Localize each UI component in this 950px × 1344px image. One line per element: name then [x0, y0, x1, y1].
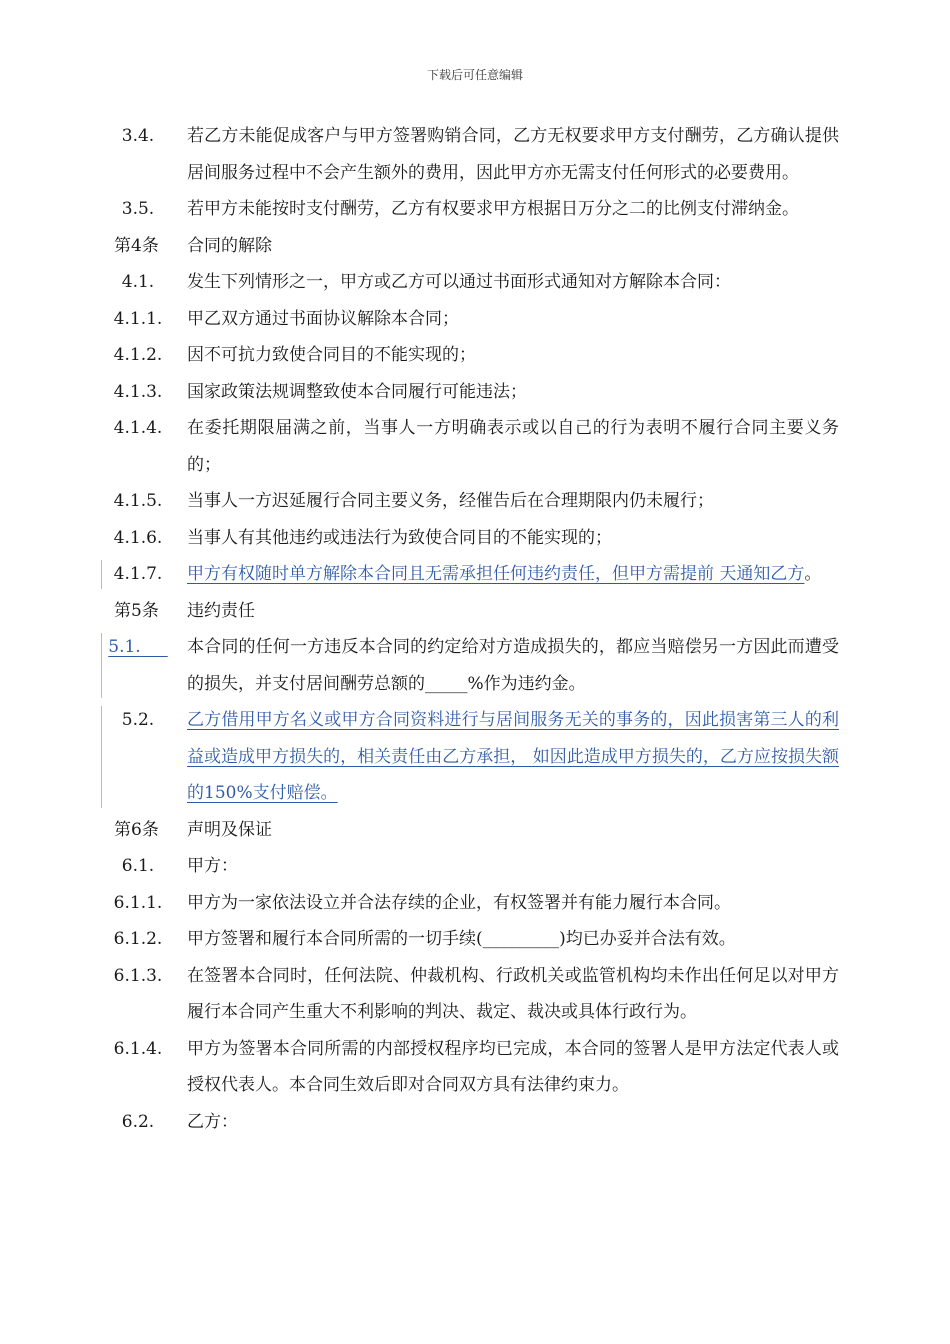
page-header: 下载后可任意编辑 — [426, 68, 523, 82]
clause-text: 当事人有其他违约或违法行为致使合同目的不能实现的； — [187, 527, 612, 548]
clause-5-2 — [0, 702, 950, 812]
revision-bar — [101, 633, 102, 698]
contract-body — [0, 118, 950, 1140]
clause-6-1-3 — [0, 958, 950, 1031]
clause-3-4 — [0, 118, 950, 191]
clause-6-1-4 — [0, 1031, 950, 1104]
clause-4-1 — [0, 264, 950, 301]
revision-bar — [101, 706, 102, 808]
clause-text: 甲方为签署本合同所需的内部授权程序均已完成，本合同的签署人是甲方法定代表人或授权代表人。本合同生效后即对合同双方具有法律约束力。 — [187, 1038, 839, 1095]
clause-6-1-1 — [0, 885, 950, 922]
clause-number: 4.1.3. — [113, 381, 163, 402]
article-title: 违约责任 — [187, 600, 255, 621]
clause-number: 4.1.7. — [113, 564, 163, 584]
tracked-insertion: 甲方有权随时单方解除本合同且无需承担任何违约责任，但甲方需提前 天通知乙方 — [187, 564, 805, 584]
clause-4-1-3 — [0, 374, 950, 411]
clause-3-5 — [0, 191, 950, 228]
article-4-heading — [0, 228, 950, 265]
tracked-number: 5.1. — [108, 637, 141, 657]
clause-number: 5.2. — [121, 710, 155, 730]
clause-4-1-5 — [0, 483, 950, 520]
clause-5-1 — [0, 629, 950, 702]
clause-4-1-6 — [0, 520, 950, 557]
clause-number — [108, 629, 168, 666]
clause-number: 6.1.1. — [113, 892, 163, 913]
clause-text-tail: 。 — [804, 564, 822, 584]
clause-number: 6.1. — [121, 856, 155, 876]
tracked-insertion: 乙方借用甲方名义或甲方合同资料进行与居间服务无关的事务的，因此损害第三人的利益或造成甲方损失的，相关责任由乙方承担， 如因此造成甲方损失的，乙方应按损失额的150%支付赔偿。 — [187, 710, 839, 803]
clause-text: 甲乙双方通过书面协议解除本合同； — [187, 308, 459, 329]
clause-text: 本合同的任何一方违反本合同的约定给对方造成损失的，都应当赔偿另一方因此而遭受的损失，并支付居间酬劳总额的_____%作为违约金。 — [187, 637, 839, 694]
clause-6-1 — [0, 848, 950, 885]
clause-text: 甲方签署和履行本合同所需的一切手续(_________)均已办妥并合法有效。 — [187, 929, 736, 949]
clause-number: 3.5. — [121, 199, 155, 219]
clause-text: 甲方为一家依法设立并合法存续的企业，有权签署并有能力履行本合同。 — [187, 892, 731, 913]
clause-number: 4.1.5. — [113, 491, 163, 511]
article-5-heading — [0, 593, 950, 630]
article-title: 声明及保证 — [187, 819, 272, 840]
clause-number: 6.1.4. — [113, 1038, 163, 1059]
clause-text: 因不可抗力致使合同目的不能实现的； — [187, 345, 476, 365]
clause-number: 6.1.2. — [113, 929, 163, 949]
clause-number: 6.2. — [121, 1111, 155, 1132]
article-number: 第5条 — [114, 600, 159, 621]
tracked-tab — [141, 637, 168, 657]
clause-4-1-2 — [0, 337, 950, 374]
clause-number: 4.1. — [121, 272, 155, 292]
clause-text: 若甲方未能按时支付酬劳，乙方有权要求甲方根据日万分之二的比例支付滞纳金。 — [187, 199, 799, 219]
clause-text — [187, 702, 839, 812]
clause-number: 4.1.4. — [113, 418, 163, 438]
clause-number: 4.1.6. — [113, 527, 163, 548]
clause-text: 在签署本合同时，任何法院、仲裁机构、行政机关或监管机构均未作出任何足以对甲方履行本合同产生重大不利影响的判决、裁定、裁决或具体行政行为。 — [187, 965, 839, 1022]
clause-4-1-7 — [0, 556, 950, 593]
article-title: 合同的解除 — [187, 235, 272, 256]
clause-number: 4.1.2. — [113, 345, 163, 365]
clause-6-1-2 — [0, 921, 950, 958]
clause-4-1-1 — [0, 301, 950, 338]
clause-text: 甲方： — [187, 856, 238, 876]
clause-text: 国家政策法规调整致使本合同履行可能违法； — [187, 381, 527, 402]
clause-4-1-4 — [0, 410, 950, 483]
revision-bar — [101, 560, 102, 589]
clause-text: 发生下列情形之一，甲方或乙方可以通过书面形式通知对方解除本合同： — [187, 272, 731, 292]
clause-6-2 — [0, 1104, 950, 1141]
clause-text: 当事人一方迟延履行合同主要义务，经催告后在合理期限内仍未履行； — [187, 491, 714, 511]
clause-number: 3.4. — [121, 126, 155, 146]
clause-text: 若乙方未能促成客户与甲方签署购销合同，乙方无权要求甲方支付酬劳，乙方确认提供居间服务过程中不会产生额外的费用，因此甲方亦无需支付任何形式的必要费用。 — [187, 126, 839, 183]
article-number: 第4条 — [114, 235, 159, 256]
clause-text — [187, 556, 839, 593]
article-6-heading — [0, 812, 950, 849]
article-number: 第6条 — [114, 819, 159, 840]
clause-text: 在委托期限届满之前，当事人一方明确表示或以自己的行为表明不履行合同主要义务的； — [187, 418, 839, 475]
clause-number: 4.1.1. — [113, 308, 163, 329]
clause-text: 乙方： — [187, 1111, 238, 1132]
clause-number: 6.1.3. — [113, 965, 163, 986]
